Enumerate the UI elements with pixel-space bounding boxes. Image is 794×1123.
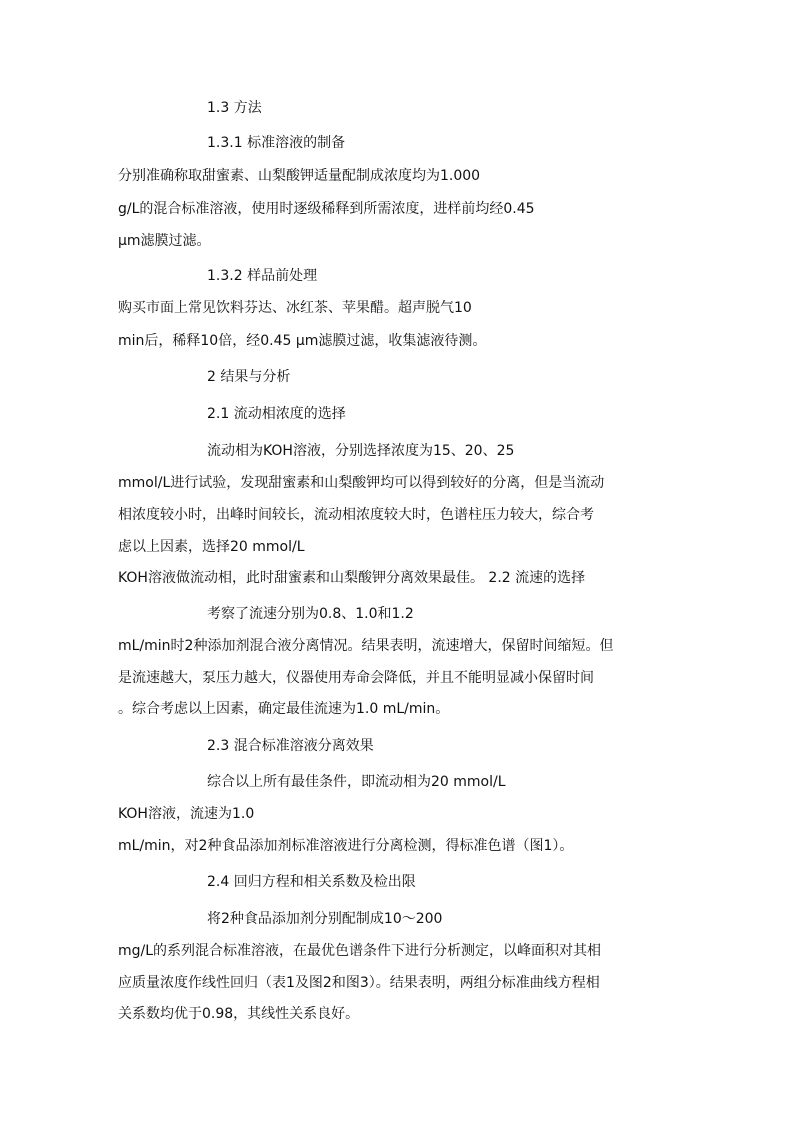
paragraph-line: mmol/L进行试验，发现甜蜜素和山梨酸钾均可以得到较好的分离，但是当流动 (118, 475, 605, 491)
paragraph-line: 综合以上所有最佳条件，即流动相为20 mmol/L (207, 774, 506, 790)
paragraph-line: 将2种食品添加剂分别配制成10～200 (207, 911, 443, 927)
heading-2-1: 2.1 流动相浓度的选择 (207, 406, 346, 422)
paragraph-line: 考察了流速分别为0.8、1.0和1.2 (207, 606, 414, 622)
paragraph-line: g/L的混合标准溶液，使用时逐级稀释到所需浓度，进样前均经0.45 (118, 201, 535, 217)
heading-2-4: 2.4 回归方程和相关系数及检出限 (207, 874, 416, 890)
paragraph-line: mL/min，对2种食品添加剂标准溶液进行分离检测，得标准色谱（图1）。 (118, 838, 574, 854)
heading-2: 2 结果与分析 (207, 369, 291, 385)
paragraph-line: min后，稀释10倍，经0.45 μm滤膜过滤，收集滤液待测。 (118, 333, 487, 349)
paragraph-line: KOH溶液做流动相，此时甜蜜素和山梨酸钾分离效果最佳。 2.2 流速的选择 (118, 570, 586, 586)
paragraph-line: 虑以上因素，选择20 mmol/L (118, 539, 305, 555)
paragraph-line: KOH溶液，流速为1.0 (118, 806, 255, 822)
heading-2-3: 2.3 混合标准溶液分离效果 (207, 738, 374, 754)
heading-1-3-1: 1.3.1 标准溶液的制备 (207, 135, 346, 151)
paragraph-line: 流动相为KOH溶液，分别选择浓度为15、20、25 (207, 443, 515, 459)
paragraph-line: mg/L的系列混合标准溶液，在最优色谱条件下进行分析测定，以峰面积对其相 (118, 943, 602, 959)
paragraph-line: 应质量浓度作线性回归（表1及图2和图3）。结果表明，两组分标准曲线方程相 (118, 975, 600, 991)
heading-1-3: 1.3 方法 (207, 100, 262, 116)
paragraph-line: μm滤膜过滤。 (118, 233, 211, 249)
paragraph-line: 关系数均优于0.98，其线性关系良好。 (118, 1006, 360, 1022)
paragraph-line: 分别准确称取甜蜜素、山梨酸钾适量配制成浓度均为1.000 (118, 168, 481, 184)
paragraph-line: 。综合考虑以上因素，确定最佳流速为1.0 mL/min。 (118, 701, 450, 717)
heading-1-3-2: 1.3.2 样品前处理 (207, 268, 318, 284)
paragraph-line: 购买市面上常见饮料芬达、冰红茶、苹果醋。超声脱气10 (118, 300, 472, 316)
paragraph-line: 相浓度较小时，出峰时间较长，流动相浓度较大时，色谱柱压力较大，综合考 (118, 507, 594, 523)
paragraph-line: mL/min时2种添加剂混合液分离情况。结果表明，流速增大，保留时间缩短。但 (118, 638, 614, 654)
paragraph-line: 是流速越大，泵压力越大，仪器使用寿命会降低，并且不能明显减小保留时间 (118, 670, 594, 686)
